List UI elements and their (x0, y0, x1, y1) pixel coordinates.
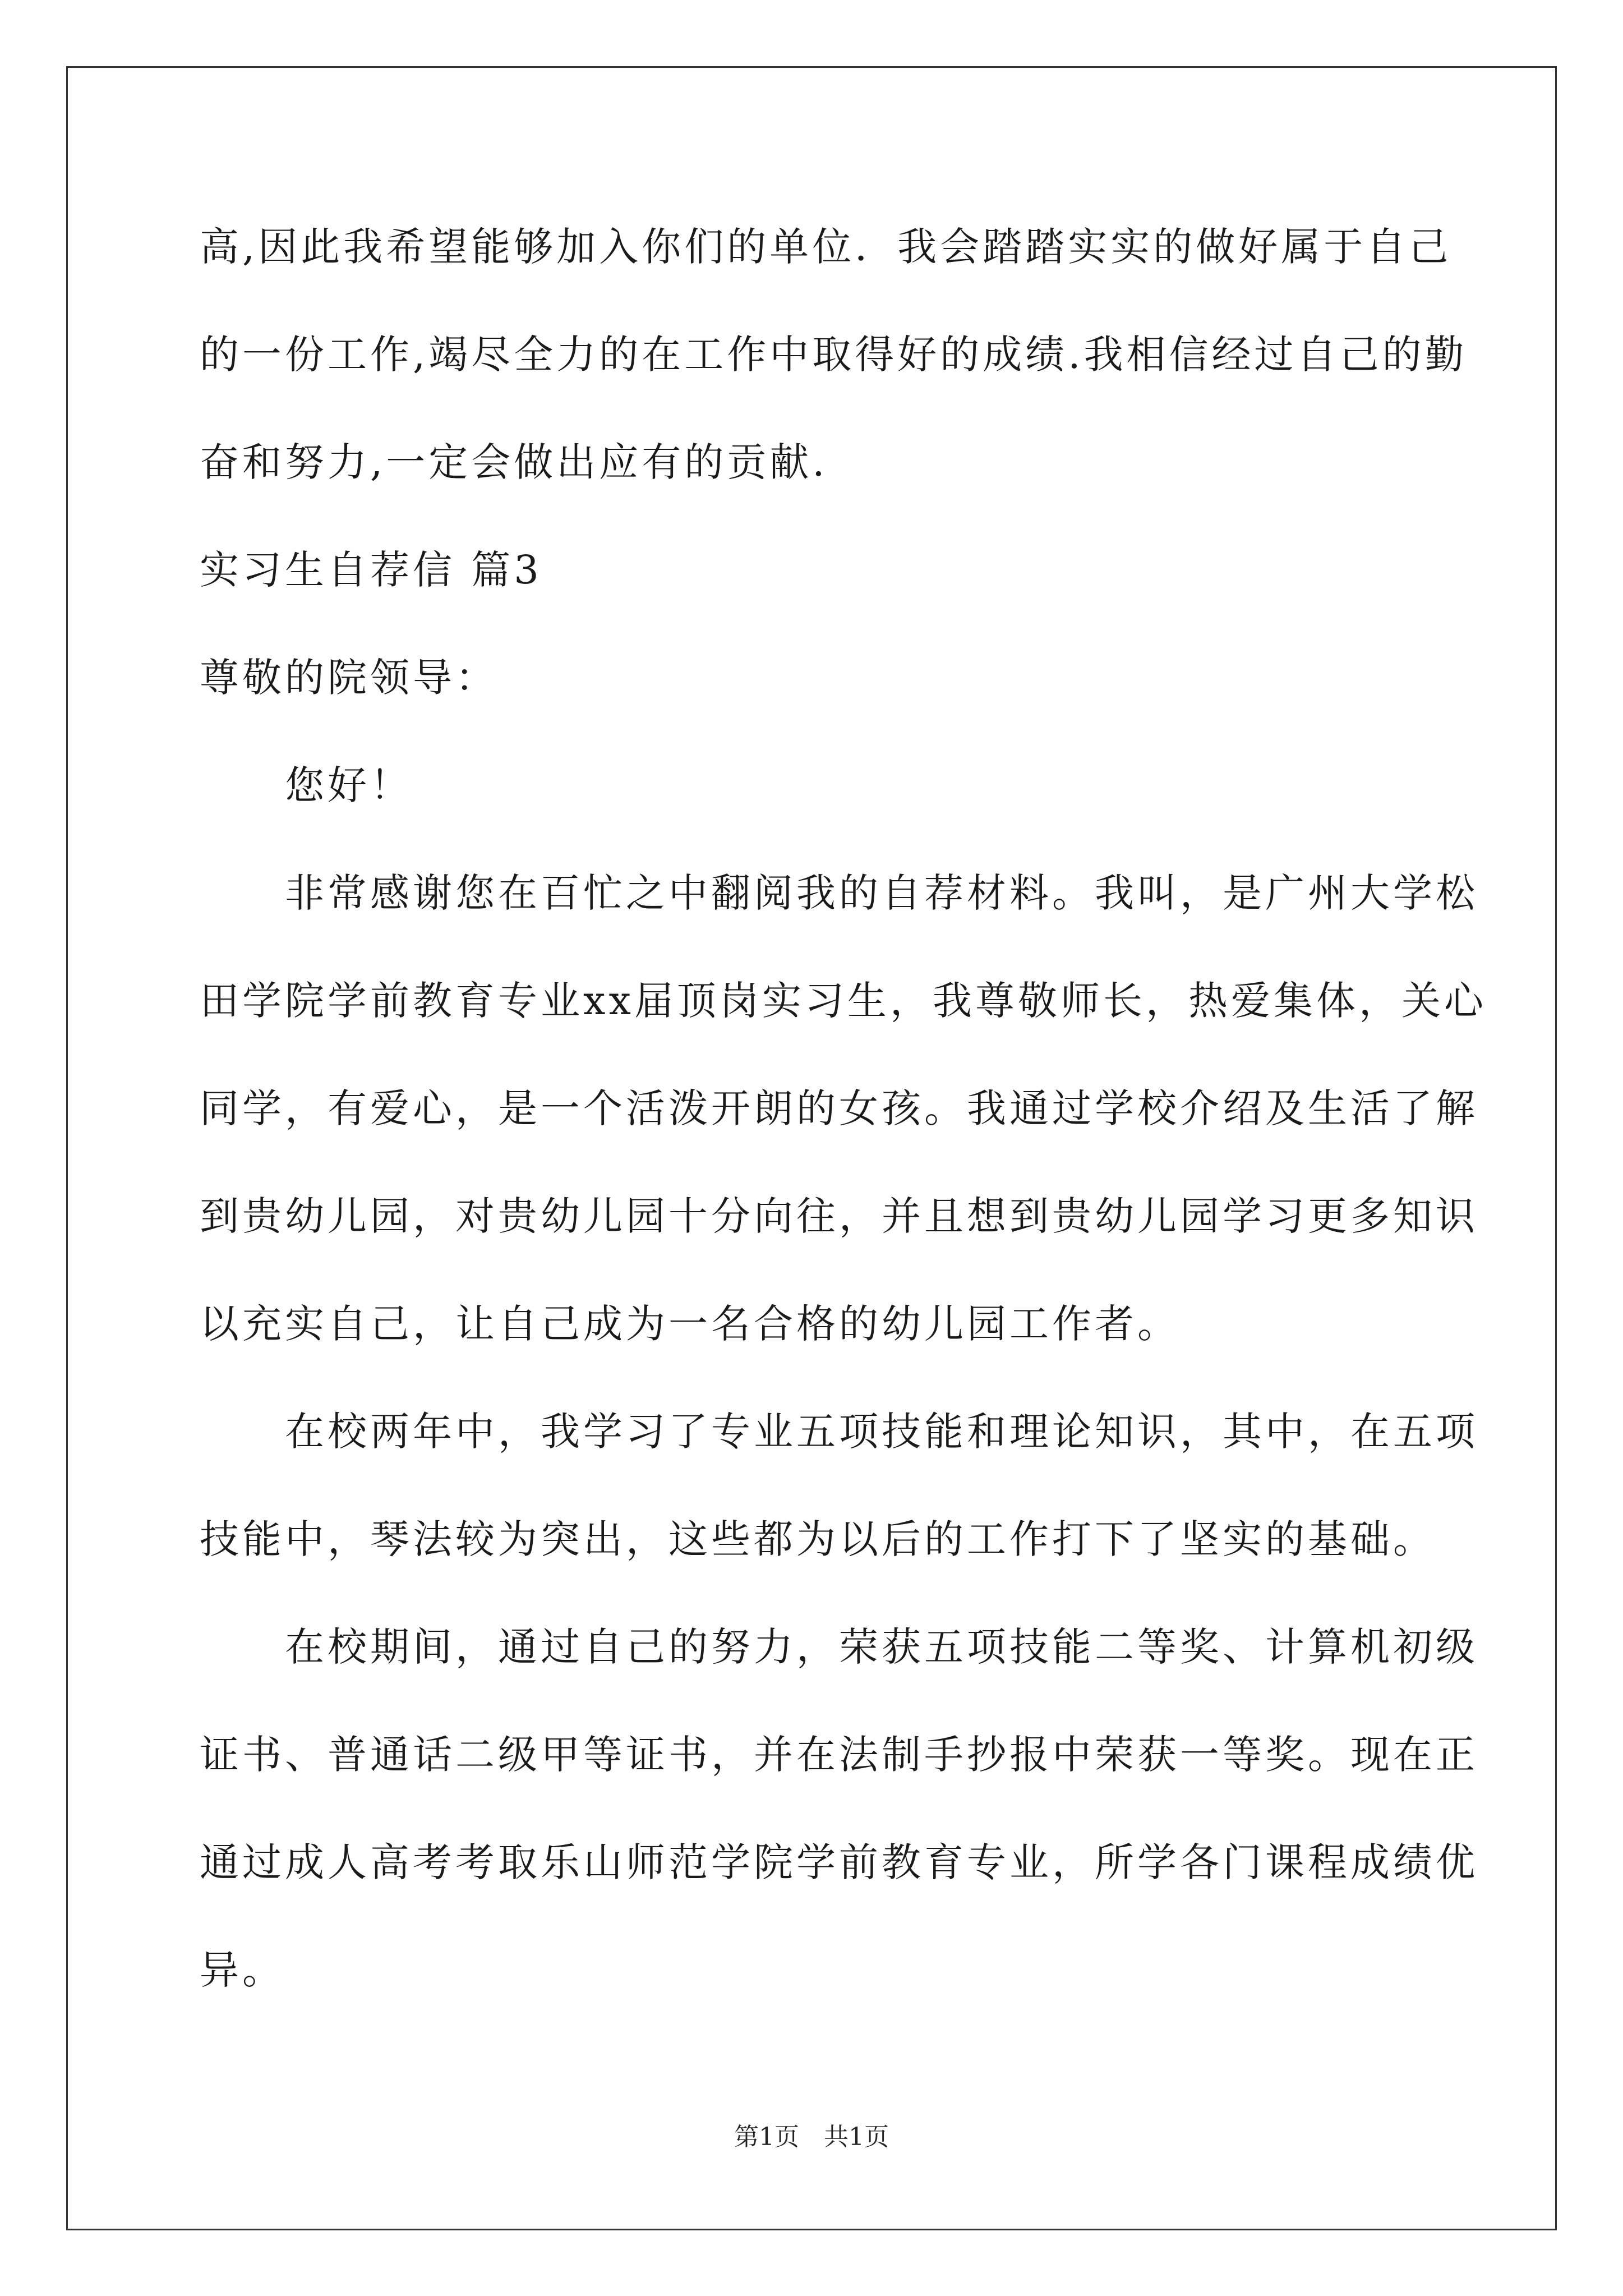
text-line: 高,因此我希望能够加入你们的单位．我会踏踏实实的做好属于自己 (200, 224, 1452, 270)
section-heading: 实习生自荐信 篇3 (200, 547, 542, 593)
text-line: 同学，有爱心，是一个活泼开朗的女孩。我通过学校介绍及生活了解 (200, 1085, 1478, 1131)
text-line: 以充实自己，让自己成为一名合格的幼儿园工作者。 (200, 1301, 1180, 1347)
text-line: 在校两年中，我学习了专业五项技能和理论知识，其中，在五项 (200, 1409, 1478, 1455)
text-line: 在校期间，通过自己的努力，荣获五项技能二等奖、计算机初级 (200, 1624, 1478, 1670)
text-line: 技能中，琴法较为突出，这些都为以后的工作打下了坚实的基础。 (200, 1516, 1436, 1562)
text-line: 通过成人高考考取乐山师范学院学前教育专业，所学各门课程成绩优 (200, 1839, 1478, 1885)
greeting: 您好！ (200, 762, 413, 808)
text-line: 的一份工作,竭尽全力的在工作中取得好的成绩.我相信经过自己的勤 (200, 332, 1468, 378)
text-line: 奋和努力,一定会做出应有的贡献. (200, 439, 828, 485)
text-line: 异。 (200, 1947, 285, 1993)
page-footer: 第1页 共1页 (734, 2123, 889, 2151)
text-line: 田学院学前教育专业xx届顶岗实习生，我尊敬师长，热爱集体，关心 (200, 978, 1487, 1024)
text-line: 非常感谢您在百忙之中翻阅我的自荐材料。我叫，是广州大学松 (200, 870, 1478, 916)
page-border (66, 66, 1557, 2230)
text-line: 到贵幼儿园，对贵幼儿园十分向往，并且想到贵幼儿园学习更多知识 (200, 1193, 1478, 1239)
salutation: 尊敬的院领导： (200, 655, 498, 701)
text-line: 证书、普通话二级甲等证书，并在法制手抄报中荣获一等奖。现在正 (200, 1732, 1478, 1778)
